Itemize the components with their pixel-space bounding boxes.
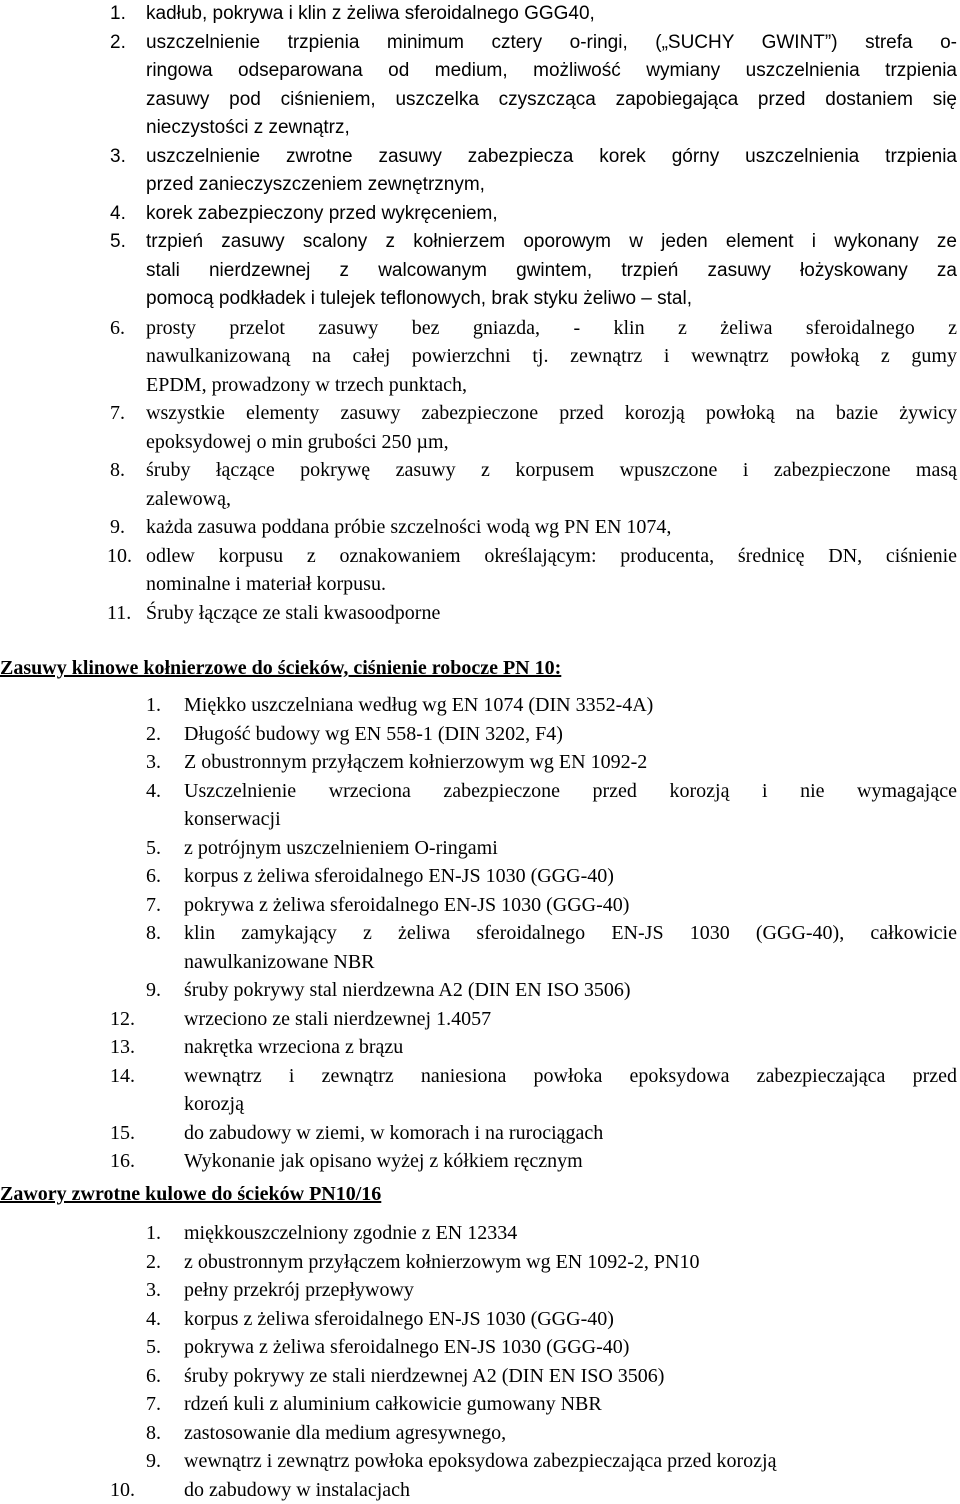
list-item-number: 7. <box>146 891 161 920</box>
list-item-text <box>184 919 957 976</box>
text-line: Śruby łączące ze stali kwasoodporne <box>146 599 957 628</box>
list-item-number: 6. <box>146 862 161 891</box>
text-line: wrzeciono ze stali nierdzewnej 1.4057 <box>184 1005 957 1034</box>
list-item-text <box>146 228 957 314</box>
list-item-text <box>146 513 957 542</box>
list-item-number: 11. <box>107 599 131 628</box>
list-item-number: 4. <box>110 200 126 229</box>
text-line: śruby łączące pokrywę zasuwy z korpusem wpuszczone i zabezpieczone masą <box>146 456 957 485</box>
list-item-text <box>184 1248 957 1277</box>
list-item-text <box>184 777 957 834</box>
list-item-text <box>184 862 957 891</box>
text-line: uszczelnienie trzpienia minimum cztery o-ringi, („SUCHY GWINT”) strefa o- <box>146 29 957 58</box>
text-line: wewnątrz i zewnątrz naniesiona powłoka epoksydowa zabezpieczająca przed <box>184 1062 957 1091</box>
list-item-number: 3. <box>146 1276 161 1305</box>
text-line: rdzeń kuli z aluminium całkowicie gumowany NBR <box>184 1390 957 1419</box>
text-line: do zabudowy w ziemi, w komorach i na rurociągach <box>184 1119 957 1148</box>
text-line: Długość budowy wg EN 558-1 (DIN 3202, F4) <box>184 720 957 749</box>
list-item-text <box>184 1419 957 1448</box>
text-line: z potrójnym uszczelnieniem O-ringami <box>184 834 957 863</box>
list-item-text <box>146 29 957 143</box>
text-line: śruby pokrywy ze stali nierdzewnej A2 (DIN EN ISO 3506) <box>184 1362 957 1391</box>
list-item-number: 8. <box>110 456 125 485</box>
text-line: Wykonanie jak opisano wyżej z kółkiem ręcznym <box>184 1147 957 1176</box>
text-line: konserwacji <box>184 805 957 834</box>
list-item-text <box>184 1390 957 1419</box>
text-line: uszczelnienie zwrotne zasuwy zabezpiecza korek górny uszczelnienia trzpienia <box>146 143 957 172</box>
list-item-number: 6. <box>146 1362 161 1391</box>
text-line: zasuwy pod ciśnieniem, uszczelka czyszcząca zapobiegająca przed dostaniem się <box>146 86 957 115</box>
text-line: kadłub, pokrywa i klin z żeliwa sferoidalnego GGG40, <box>146 0 957 29</box>
text-line: do zabudowy w instalacjach <box>184 1476 957 1504</box>
list-item-text <box>184 1033 957 1062</box>
list-item-number: 15. <box>110 1119 135 1148</box>
text-line: zalewową, <box>146 485 957 514</box>
text-line: nakrętka wrzeciona z brązu <box>184 1033 957 1062</box>
text-line: Uszczelnienie wrzeciona zabezpieczone przed korozją i nie wymagające <box>184 777 957 806</box>
list-item-number: 2. <box>146 1248 161 1277</box>
text-line: korek zabezpieczony przed wykręceniem, <box>146 200 957 229</box>
list-item-number: 7. <box>146 1390 161 1419</box>
list-item-number: 4. <box>146 1305 161 1334</box>
list-item-text <box>184 891 957 920</box>
text-line: EPDM, prowadzony w trzech punktach, <box>146 371 957 400</box>
list-item-text <box>146 143 957 200</box>
list-item-number: 9. <box>146 976 161 1005</box>
list-item-number: 2. <box>146 720 161 749</box>
text-line: epoksydowej o min grubości 250 µm, <box>146 428 957 457</box>
text-line: korpus z żeliwa sferoidalnego EN-JS 1030 (GGG-40) <box>184 862 957 891</box>
list-item-number: 3. <box>110 143 126 172</box>
list-item-number: 5. <box>146 1333 161 1362</box>
text-line: zastosowanie dla medium agresywnego, <box>184 1419 957 1448</box>
text-line: korozją <box>184 1090 957 1119</box>
text-line: wewnątrz i zewnątrz powłoka epoksydowa zabezpieczająca przed korozją <box>184 1447 957 1476</box>
list-item-number: 5. <box>110 228 126 257</box>
text-line: prosty przelot zasuwy bez gniazda, - klin z żeliwa sferoidalnego z <box>146 314 957 343</box>
text-line: z obustronnym przyłączem kołnierzowym wg EN 1092-2, PN10 <box>184 1248 957 1277</box>
text-line: Z obustronnym przyłączem kołnierzowym wg EN 1092-2 <box>184 748 957 777</box>
text-line: pokrywa z żeliwa sferoidalnego EN-JS 1030 (GGG-40) <box>184 1333 957 1362</box>
list-item-number: 10. <box>110 1476 135 1504</box>
list-item-text <box>184 1305 957 1334</box>
text-line: klin zamykający z żeliwa sferoidalnego EN-JS 1030 (GGG-40), całkowicie <box>184 919 957 948</box>
list-item-number: 8. <box>146 919 161 948</box>
list-item-text <box>184 1362 957 1391</box>
text-line: nieczystości z zewnątrz, <box>146 114 957 143</box>
text-line: śruby pokrywy stal nierdzewna A2 (DIN EN ISO 3506) <box>184 976 957 1005</box>
text-line: nominalne i materiał korpusu. <box>146 570 957 599</box>
list-item-text <box>184 720 957 749</box>
list-item-number: 5. <box>146 834 161 863</box>
list-item-number: 6. <box>110 314 125 343</box>
text-line: stali nierdzewnej z walcowanym gwintem, trzpień zasuwy łożyskowany za <box>146 257 957 286</box>
list-item-text <box>184 748 957 777</box>
list-item-text <box>146 0 957 29</box>
list-item-text <box>184 1219 957 1248</box>
list-item-text <box>184 976 957 1005</box>
list-item-text <box>184 1062 957 1119</box>
list-item-text <box>146 456 957 513</box>
list-item-number: 14. <box>110 1062 135 1091</box>
list-item-text <box>146 314 957 400</box>
text-line: korpus z żeliwa sferoidalnego EN-JS 1030 (GGG-40) <box>184 1305 957 1334</box>
text-line: miękkouszczelniony zgodnie z EN 12334 <box>184 1219 957 1248</box>
text-line: trzpień zasuwy scalony z kołnierzem oporowym w jeden element i wykonany ze <box>146 228 957 257</box>
list-item-number: 1. <box>146 1219 161 1248</box>
section-heading-gate-valves: Zasuwy klinowe kołnierzowe do ścieków, ciśnienie robocze PN 10: <box>0 654 561 682</box>
list-item-number: 8. <box>146 1419 161 1448</box>
list-item-text <box>184 1005 957 1034</box>
text-line: ringowa odseparowana od medium, możliwość wymiany uszczelnienia trzpienia <box>146 57 957 86</box>
list-item-number: 4. <box>146 777 161 806</box>
text-line: nawulkanizowaną na całej powierzchni tj. zewnątrz i wewnątrz powłoką z gumy <box>146 342 957 371</box>
text-line: wszystkie elementy zasuwy zabezpieczone przed korozją powłoką na bazie żywicy <box>146 399 957 428</box>
list-item-number: 10. <box>107 542 132 571</box>
list-item-number: 16. <box>110 1147 135 1176</box>
list-item-number: 13. <box>110 1033 135 1062</box>
list-item-text <box>184 1147 957 1176</box>
list-item-text <box>146 599 957 628</box>
list-item-number: 12. <box>110 1005 135 1034</box>
list-item-number: 2. <box>110 29 126 58</box>
text-line: pomocą podkładek i tulejek teflonowych, brak styku żeliwo – stal, <box>146 285 957 314</box>
text-line: pełny przekrój przepływowy <box>184 1276 957 1305</box>
list-item-number: 9. <box>110 513 125 542</box>
text-line: Miękko uszczelniana według wg EN 1074 (DIN 3352-4A) <box>184 691 957 720</box>
list-item-text <box>184 1276 957 1305</box>
list-item-text <box>184 1119 957 1148</box>
list-item-number: 1. <box>146 691 161 720</box>
text-line: każda zasuwa poddana próbie szczelności wodą wg PN EN 1074, <box>146 513 957 542</box>
list-item-text <box>146 542 957 599</box>
list-item-number: 3. <box>146 748 161 777</box>
list-item-text <box>146 200 957 229</box>
text-line: nawulkanizowane NBR <box>184 948 957 977</box>
list-item-text <box>184 1333 957 1362</box>
list-item-number: 9. <box>146 1447 161 1476</box>
text-line: pokrywa z żeliwa sferoidalnego EN-JS 1030 (GGG-40) <box>184 891 957 920</box>
list-item-text <box>146 399 957 456</box>
list-item-number: 1. <box>110 0 126 29</box>
text-line: odlew korpusu z oznakowaniem określającym: producenta, średnicę DN, ciśnienie <box>146 542 957 571</box>
text-line: przed zanieczyszczeniem zewnętrznym, <box>146 171 957 200</box>
list-item-text <box>184 1447 957 1476</box>
list-item-text <box>184 691 957 720</box>
list-item-text <box>184 834 957 863</box>
list-item-number: 7. <box>110 399 125 428</box>
section-heading-check-valves: Zawory zwrotne kulowe do ścieków PN10/16 <box>0 1180 381 1208</box>
